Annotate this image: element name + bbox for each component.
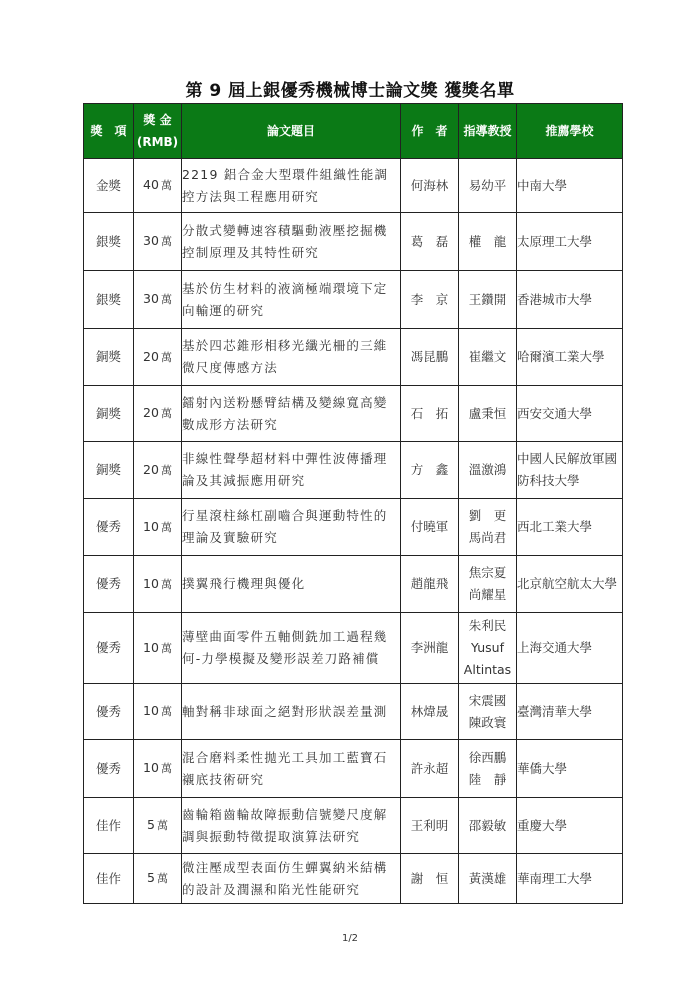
thesis-title-cell: 行星滾柱絲杠副嚙合與運動特性的理論及實驗研究	[182, 499, 401, 556]
school-cell: 華南理工大學	[517, 854, 623, 904]
thesis-title-cell: 混合磨料柔性拋光工具加工藍寶石襯底技術研究	[182, 740, 401, 798]
advisor-name: 陸 靜	[468, 771, 507, 787]
thesis-title-cell: 非線性聲學超材料中彈性波傳播理論及其減振應用研究	[182, 442, 401, 499]
author-cell: 付曉軍	[401, 499, 459, 556]
advisor-name: 劉 更	[468, 508, 507, 523]
table-header-row	[84, 104, 623, 159]
advisor-cell	[459, 798, 517, 854]
prize-cell	[134, 613, 182, 684]
prize-amount: 10	[143, 639, 159, 655]
school-cell: 太原理工大學	[517, 213, 623, 271]
advisor-cell	[459, 613, 517, 684]
prize-amount: 20	[143, 348, 159, 364]
author-cell: 謝 恒	[401, 854, 459, 904]
advisor-cell	[459, 684, 517, 740]
thesis-title-cell: 分散式變轉速容積驅動液壓挖掘機控制原理及其特性研究	[182, 213, 401, 271]
prize-unit: 萬	[160, 577, 172, 591]
advisor-name: 宋震國	[468, 692, 507, 708]
advisor-name: 陳政寰	[468, 714, 507, 730]
school-cell: 臺灣清華大學	[517, 684, 623, 740]
prize-unit: 萬	[156, 819, 168, 832]
advisor-cell	[459, 499, 517, 556]
thesis-title-cell: 軸對稱非球面之絕對形狀誤差量測	[182, 684, 401, 740]
school-cell: 華僑大學	[517, 740, 623, 798]
prize-unit: 萬	[160, 235, 172, 248]
prize-amount: 20	[143, 405, 159, 420]
school-cell: 西安交通大學	[517, 386, 623, 442]
award-cell: 銅獎	[84, 329, 134, 386]
prize-cell	[134, 329, 182, 386]
table-row	[84, 499, 623, 556]
prize-amount: 5	[147, 870, 155, 885]
table-row	[84, 798, 623, 854]
prize-amount: 40	[143, 177, 159, 192]
advisor-name: 馬尚君	[468, 530, 507, 545]
prize-amount: 10	[143, 518, 159, 534]
prize-unit: 萬	[160, 705, 172, 718]
author-cell: 林煒晟	[401, 684, 459, 740]
header-prize	[134, 104, 182, 159]
school-cell: 上海交通大學	[517, 613, 623, 684]
header-award: 獎 項	[84, 104, 134, 159]
author-cell: 馮昆鵬	[401, 329, 459, 386]
document-title: 第 9 屆上銀優秀機械博士論文獎 獲獎名單	[185, 81, 515, 101]
prize-cell	[134, 740, 182, 798]
award-cell: 優秀	[84, 740, 134, 798]
thesis-title-cell: 基於四芯錐形相移光纖光柵的三維微尺度傳感方法	[182, 329, 401, 386]
prize-cell	[134, 798, 182, 854]
table-row	[84, 159, 623, 213]
award-cell: 銅獎	[84, 442, 134, 499]
award-cell: 優秀	[84, 613, 134, 684]
advisor-name: 黃漢雄	[468, 870, 507, 886]
header-prize-line2: (RMB)	[136, 135, 179, 149]
award-cell: 佳作	[84, 854, 134, 904]
author-cell: 許永超	[401, 740, 459, 798]
advisor-name: 邵毅敏	[468, 817, 507, 833]
author-cell: 石 拓	[401, 386, 459, 442]
prize-unit: 萬	[160, 641, 172, 655]
award-cell: 銀獎	[84, 271, 134, 329]
table-row	[84, 442, 623, 499]
school-cell: 哈爾濱工業大學	[517, 329, 623, 386]
advisor-name: 權 龍	[468, 233, 507, 249]
advisor-name: Altintas	[463, 662, 512, 677]
prize-cell	[134, 213, 182, 271]
advisor-name: 焦宗夏	[468, 565, 507, 580]
prize-unit: 萬	[160, 762, 172, 775]
thesis-title-cell: 基於仿生材料的液滴極端環境下定向輸運的研究	[182, 271, 401, 329]
advisor-cell	[459, 740, 517, 798]
advisor-name: 易幼平	[468, 177, 507, 193]
header-advisor: 指導教授	[459, 104, 517, 159]
prize-cell	[134, 684, 182, 740]
author-cell: 趙龍飛	[401, 556, 459, 613]
award-cell: 佳作	[84, 798, 134, 854]
table-row	[84, 684, 623, 740]
advisor-name: Yusuf	[471, 640, 504, 655]
advisor-cell	[459, 159, 517, 213]
prize-amount: 10	[143, 760, 159, 775]
school-cell: 西北工業大學	[517, 499, 623, 556]
award-cell: 優秀	[84, 684, 134, 740]
prize-amount: 10	[143, 575, 159, 591]
table-row	[84, 613, 623, 684]
advisor-cell	[459, 386, 517, 442]
thesis-title-cell: 微注壓成型表面仿生蟬翼納米結構的設計及潤濕和陷光性能研究	[182, 854, 401, 904]
prize-amount: 20	[143, 461, 159, 477]
table-row	[84, 854, 623, 904]
page-number: 1/2	[341, 933, 359, 944]
thesis-title-cell: 齒輪箱齒輪故障振動信號變尺度解調與振動特徵提取演算法研究	[182, 798, 401, 854]
advisor-cell	[459, 556, 517, 613]
table-row	[84, 556, 623, 613]
thesis-title-cell: 鐳射內送粉懸臂結構及變線寬高變數成形方法研究	[182, 386, 401, 442]
author-cell: 何海林	[401, 159, 459, 213]
advisor-name: 盧秉恒	[468, 405, 507, 421]
advisor-name: 朱利民	[468, 618, 507, 633]
table-row	[84, 386, 623, 442]
school-cell: 北京航空航太大學	[517, 556, 623, 613]
prize-unit: 萬	[156, 872, 168, 885]
header-thesis-title: 論文題目	[182, 104, 401, 159]
prize-cell	[134, 442, 182, 499]
advisor-cell	[459, 442, 517, 499]
prize-cell	[134, 556, 182, 613]
prize-cell	[134, 271, 182, 329]
prize-cell	[134, 386, 182, 442]
prize-unit: 萬	[160, 293, 172, 306]
award-winners-table	[83, 103, 623, 904]
school-cell: 重慶大學	[517, 798, 623, 854]
prize-unit: 萬	[160, 350, 172, 364]
author-cell: 方 鑫	[401, 442, 459, 499]
table-row	[84, 271, 623, 329]
advisor-cell	[459, 854, 517, 904]
table-row	[84, 329, 623, 386]
prize-unit: 萬	[160, 179, 172, 192]
author-cell: 李洲龍	[401, 613, 459, 684]
award-cell: 銅獎	[84, 386, 134, 442]
prize-amount: 30	[143, 233, 159, 248]
advisor-cell	[459, 213, 517, 271]
advisor-name: 王鑽開	[468, 291, 507, 307]
prize-unit: 萬	[160, 520, 172, 534]
school-cell: 中南大學	[517, 159, 623, 213]
advisor-cell	[459, 271, 517, 329]
prize-amount: 30	[143, 291, 159, 306]
prize-cell	[134, 854, 182, 904]
prize-amount: 10	[143, 703, 159, 718]
header-author: 作 者	[401, 104, 459, 159]
school-cell: 中國人民解放軍國防科技大學	[517, 442, 623, 499]
thesis-title-cell: 撲翼飛行機理與優化	[182, 556, 401, 613]
author-cell: 葛 磊	[401, 213, 459, 271]
award-cell: 優秀	[84, 556, 134, 613]
advisor-cell	[459, 329, 517, 386]
prize-cell	[134, 499, 182, 556]
thesis-title-cell: 薄壁曲面零件五軸側銑加工過程幾何-力學模擬及變形誤差刀路補償	[182, 613, 401, 684]
advisor-name: 溫激鴻	[468, 462, 507, 477]
school-cell: 香港城市大學	[517, 271, 623, 329]
table-row	[84, 740, 623, 798]
prize-unit: 萬	[160, 463, 172, 477]
advisor-name: 崔繼文	[468, 349, 507, 364]
prize-amount: 5	[147, 817, 155, 832]
prize-cell	[134, 159, 182, 213]
prize-unit: 萬	[160, 407, 172, 420]
thesis-title-cell: 2219 鋁合金大型環件組織性能調控方法與工程應用研究	[182, 159, 401, 213]
header-school: 推薦學校	[517, 104, 623, 159]
award-cell: 銀獎	[84, 213, 134, 271]
author-cell: 李 京	[401, 271, 459, 329]
author-cell: 王利明	[401, 798, 459, 854]
advisor-name: 徐西鵬	[468, 749, 507, 765]
award-cell: 優秀	[84, 499, 134, 556]
header-prize-line1: 獎 金	[143, 113, 172, 127]
award-cell: 金獎	[84, 159, 134, 213]
table-row	[84, 213, 623, 271]
advisor-name: 尚耀星	[468, 587, 507, 602]
